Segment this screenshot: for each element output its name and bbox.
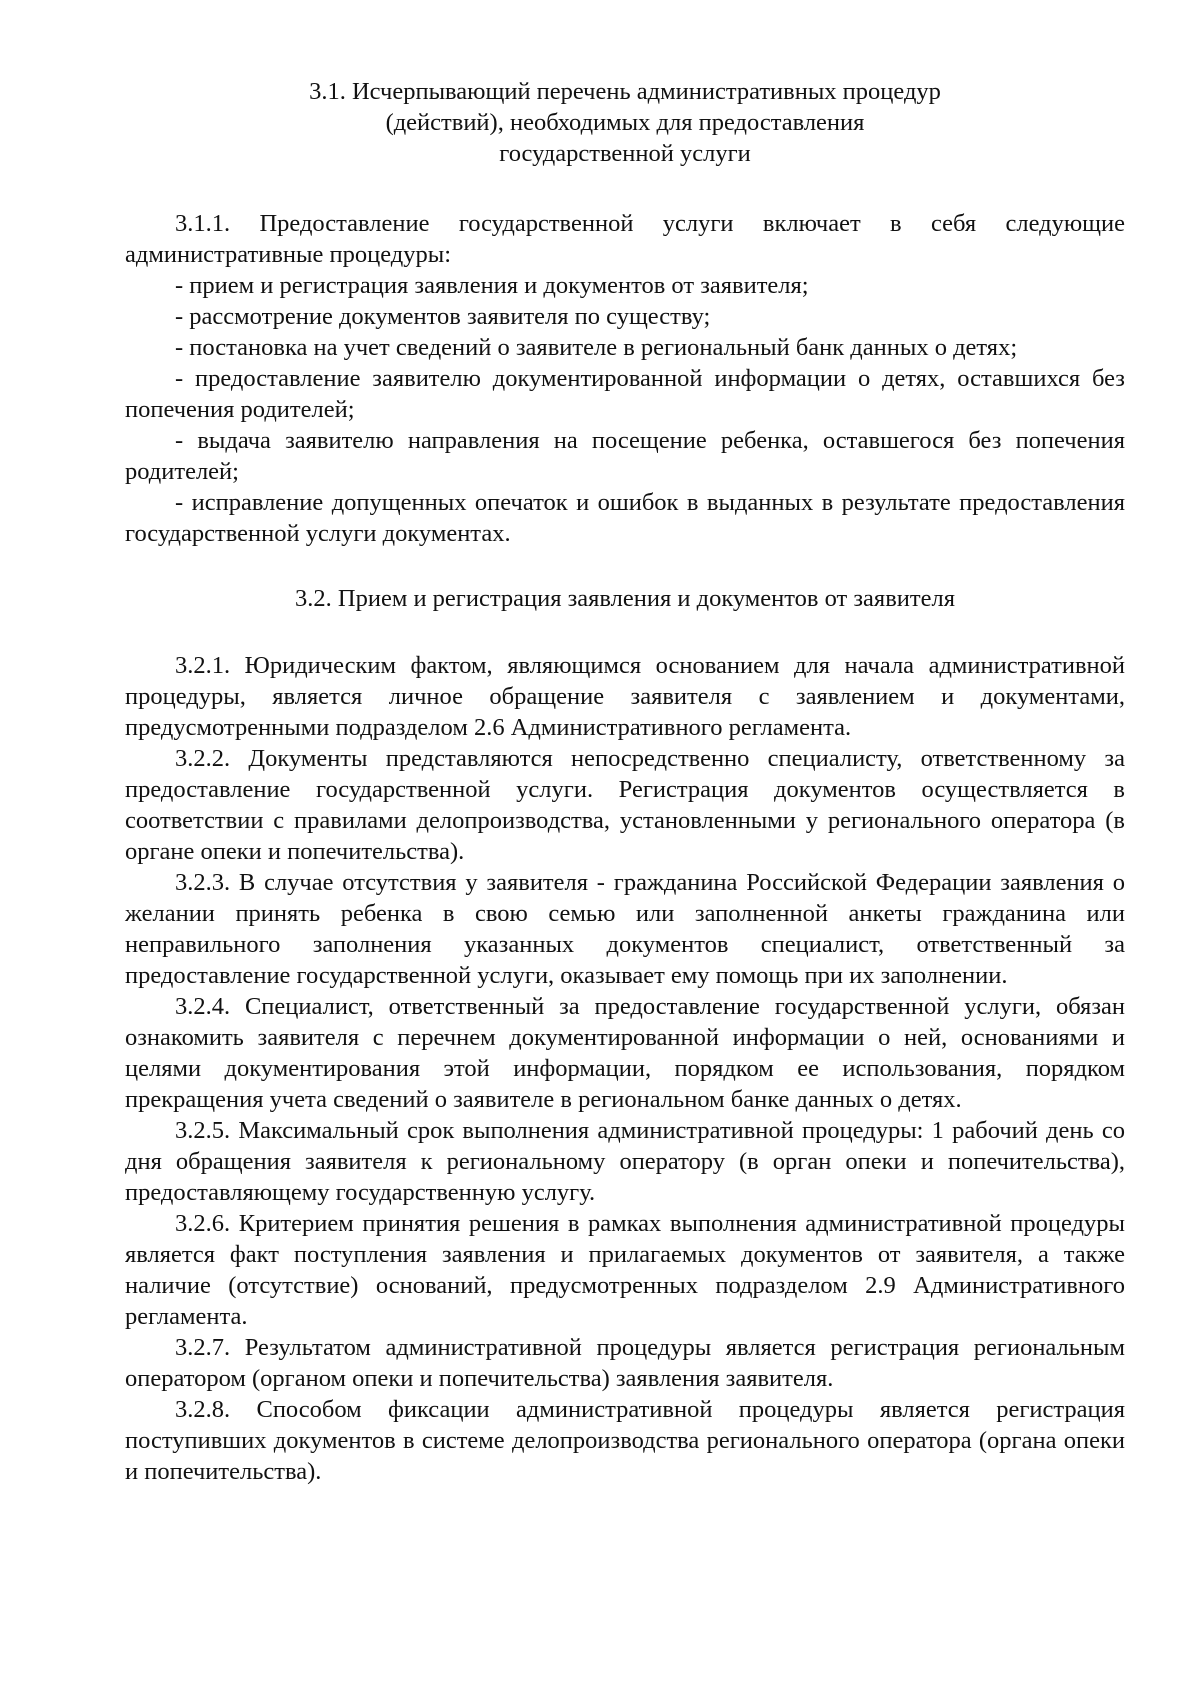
section-3-1-title <box>125 76 1125 169</box>
list-item: - рассмотрение документов заявителя по существу; <box>175 303 711 330</box>
paragraph-3-2-3: 3.2.3. В случае отсутствия у заявителя - гражданина Российской Федерации заявления о желании принять ребенка в свою семью или заполненной анкеты гражданина или неправильного заполнения указанных документов специалист, ответственный за предоставление государственной услуги, оказывает ему помощь при их заполнении. <box>125 869 1125 989</box>
paragraph-3-2-1: 3.2.1. Юридическим фактом, являющимся основанием для начала административной процедуры, является личное обращение заявителя с заявлением и документами, предусмотренными подразделом 2.6 Административного регламента. <box>125 652 1125 741</box>
section-3-1-body <box>125 208 1125 549</box>
section-3-1-title-line: (действий), необходимых для предоставления <box>385 109 865 136</box>
paragraph-3-2-7: 3.2.7. Результатом административной процедуры является регистрация региональным оператором (органом опеки и попечительства) заявления заявителя. <box>125 1334 1125 1392</box>
list-item: - исправление допущенных опечаток и ошибок в выданных в результате предоставления государственной услуги документах. <box>125 489 1125 547</box>
paragraph-3-1-1: 3.1.1. Предоставление государственной услуги включает в себя следующие административные процедуры: <box>125 210 1125 268</box>
paragraph-3-2-5: 3.2.5. Максимальный срок выполнения административной процедуры: 1 рабочий день со дня обращения заявителя к региональному оператору (в орган опеки и попечительства), предоставляющему государственную услугу. <box>125 1117 1125 1206</box>
paragraph-3-2-4: 3.2.4. Специалист, ответственный за предоставление государственной услуги, обязан ознакомить заявителя с перечнем документированной информации о ней, основаниями и целями документирования этой информации, порядком ее использования, порядком прекращения учета сведений о заявителе в региональном банке данных о детях. <box>125 993 1125 1113</box>
list-item: - прием и регистрация заявления и документов от заявителя; <box>175 272 809 299</box>
paragraph-3-2-2: 3.2.2. Документы представляются непосредственно специалисту, ответственному за предоставление государственной услуги. Регистрация документов осуществляется в соответствии с правилами делопроизводства, установленными у регионального оператора (в органе опеки и попечительства). <box>125 745 1125 865</box>
list-item: - постановка на учет сведений о заявителе в региональный банк данных о детях; <box>175 334 1018 361</box>
paragraph-3-2-6: 3.2.6. Критерием принятия решения в рамках выполнения административной процедуры является факт поступления заявления и прилагаемых документов от заявителя, а также наличие (отсутствие) оснований, предусмотренных подразделом 2.9 Административного регламента. <box>125 1210 1125 1330</box>
document-body <box>125 76 1125 1487</box>
paragraph-3-2-8: 3.2.8. Способом фиксации административной процедуры является регистрация поступивших документов в системе делопроизводства регионального оператора (органа опеки и попечительства). <box>125 1396 1125 1485</box>
list-item: - выдача заявителю направления на посещение ребенка, оставшегося без попечения родителей; <box>125 427 1125 485</box>
section-3-2-body <box>125 650 1125 1487</box>
section-3-1-title-line: государственной услуги <box>499 140 751 167</box>
list-item: - предоставление заявителю документированной информации о детях, оставшихся без попечения родителей; <box>125 365 1125 423</box>
section-3-2-title: 3.2. Прием и регистрация заявления и документов от заявителя <box>295 585 955 612</box>
section-3-1-title-line: 3.1. Исчерпывающий перечень административных процедур <box>309 78 941 105</box>
